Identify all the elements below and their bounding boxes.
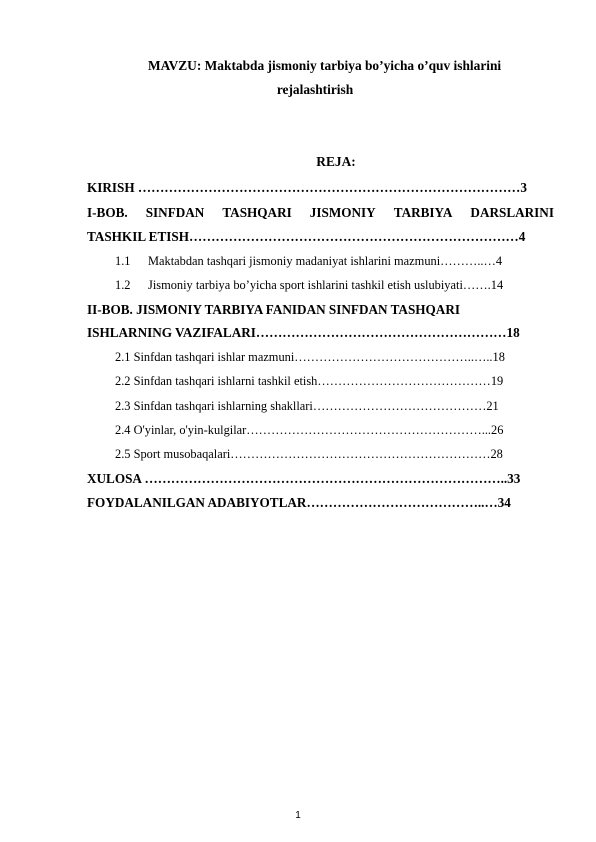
toc-item-2-4: 2.4 O'yinlar, o'yin-kulgilar…………………………………………………...26 xyxy=(115,423,504,437)
toc-item-text: Maktabdan tashqari jismoniy madaniyat ishlarini mazmuni………..…4 xyxy=(148,254,503,268)
toc-bob2-line1: II-BOB. JISMONIY TARBIYA FANIDAN SINFDAN TASHQARI xyxy=(87,302,460,317)
toc-bob1-word: TASHQARI xyxy=(222,205,292,220)
toc-bob1-word: DARSLARINI xyxy=(470,205,554,220)
toc-bob1-word: JISMONIY xyxy=(309,205,376,220)
toc-bob1-word: SINFDAN xyxy=(145,205,205,220)
toc-item-2-3: 2.3 Sinfdan tashqari ishlarning shakllari……………………………………21 xyxy=(115,399,499,413)
toc-bob1-line2: TASHKIL ETISH…………………………………………………………………4 xyxy=(87,229,526,244)
toc-bob1-line1 xyxy=(87,205,554,221)
title-line-2: rejalashtirish xyxy=(276,82,354,97)
toc-bob1-word: I-BOB. xyxy=(87,205,128,220)
toc-item-text: Jismoniy tarbiya bo’yicha sport ishlarini tashkil etish uslubiyati…….14 xyxy=(148,278,504,292)
toc-xulosa: XULOSA ………………………………………………………………………..33 xyxy=(87,471,521,486)
toc-item-number: 1.1 xyxy=(115,254,131,268)
toc-bob2-line2: ISHLARNING VAZIFALARI…………………………………………………18 xyxy=(87,325,520,340)
toc-item-1-2 xyxy=(115,278,554,293)
toc-item-2-1: 2.1 Sinfdan tashqari ishlar mazmuni……………………………………..…..18 xyxy=(115,350,505,364)
toc-item-1-1 xyxy=(115,254,554,269)
toc-item-number: 1.2 xyxy=(115,278,131,292)
title-line-1: MAVZU: Maktabda jismoniy tarbiya bo’yicha o’quv ishlarini xyxy=(148,58,502,73)
reja-heading: REJA: xyxy=(316,154,356,169)
toc-bob1-word: TARBIYA xyxy=(393,205,453,220)
toc-item-2-5: 2.5 Sport musobaqalari………………………………………………………28 xyxy=(115,447,503,461)
toc-kirish: KIRISH ……………………………………………………………………………3 xyxy=(87,180,527,195)
toc-foydalanilgan-adabiyotlar: FOYDALANILGAN ADABIYOTLAR…………………………………..…34 xyxy=(87,495,511,510)
toc-item-2-2: 2.2 Sinfdan tashqari ishlarni tashkil etish……………………………………19 xyxy=(115,374,504,388)
page-number: 1 xyxy=(295,810,301,821)
